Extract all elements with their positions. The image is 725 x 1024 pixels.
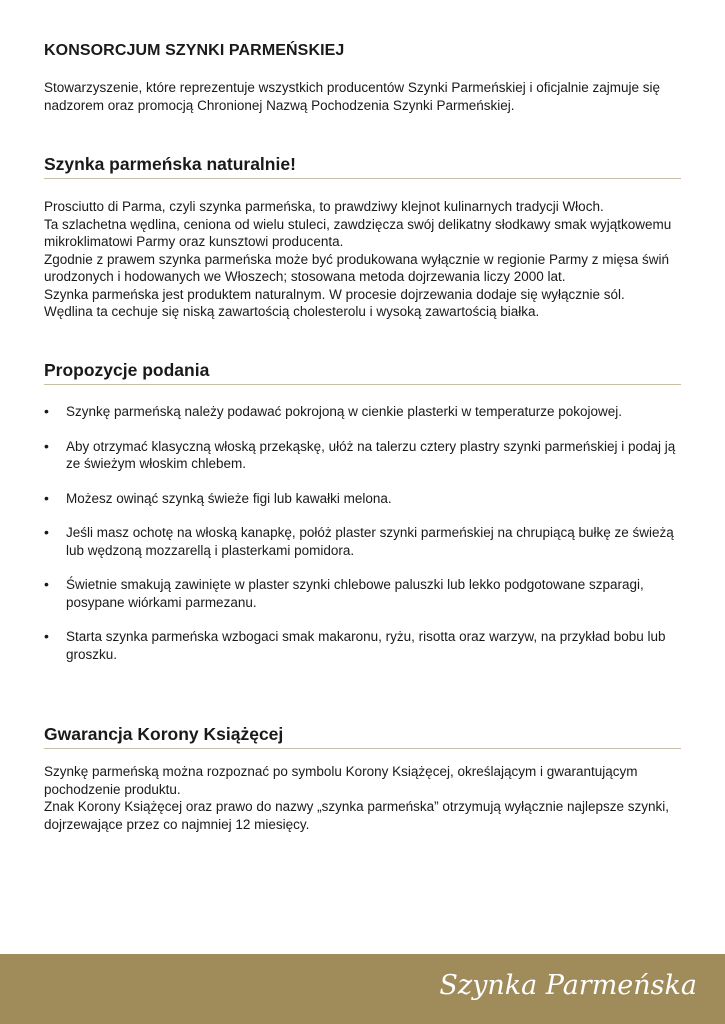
list-item: [44, 403, 681, 421]
list-item-text: Świetnie smakują zawinięte w plaster szynki chlebowe paluszki lub lekko podgotowane szparagi, posypane wiórkami parmezanu.: [66, 577, 644, 610]
section-heading-serving: Propozycje podania: [44, 360, 681, 385]
list-item: [44, 490, 681, 508]
list-item-text: Możesz owinąć szynką świeże figi lub kawałki melona.: [66, 490, 392, 506]
paragraph: Zgodnie z prawem szynka parmeńska może być produkowana wyłącznie w regionie Parmy z mięsa świń urodzonych i hodowanych we Włoszech; stosowana metoda dojrzewania liczy 2000 lat.: [44, 251, 670, 284]
bullet-icon: •: [44, 437, 49, 454]
list-item: [44, 438, 681, 473]
bullet-icon: •: [44, 403, 49, 419]
footer-band: [0, 954, 725, 1024]
paragraph: Ta szlachetna wędlina, ceniona od wielu stuleci, zawdzięcza swój delikatny słodkawy smak wyjątkowemu mikroklimatowi Parmy oraz kunsztowi producenta.: [44, 216, 672, 249]
bullet-icon: •: [44, 576, 49, 592]
section-heading-natural: Szynka parmeńska naturalnie!: [44, 154, 681, 179]
section-body-crown: [44, 763, 684, 833]
list-item: [44, 524, 681, 559]
list-item-text: Jeśli masz ochotę na włoską kanapkę, połóż plaster szynki parmeńskiej na chrupiącą bułkę ze świeżą lub wędzoną mozzarellą i plasterkami pomidora.: [66, 525, 674, 558]
list-item-text: Starta szynka parmeńska wzbogaci smak makaronu, ryżu, risotta oraz warzyw, na przykład bobu lub groszku.: [66, 629, 666, 662]
paragraph: Prosciutto di Parma, czyli szynka parmeńska, to prawdziwy klejnot kulinarnych tradycji Włoch.: [44, 199, 604, 214]
paragraph: Szynkę parmeńską można rozpoznać po symbolu Korony Książęcej, określającym i gwarantującym pochodzenie produktu.: [44, 764, 638, 797]
organization-description: Stowarzyszenie, które reprezentuje wszystkich producentów Szynki Parmeńskiej i oficjalnie zajmuje się nadzorem oraz promocją Chronionej Nazwą Pochodzenia Szynki Parmeńskiej.: [44, 80, 661, 113]
footer-brand-wordmark: Szynka Parmeńska: [439, 970, 697, 1001]
bullet-icon: •: [44, 489, 49, 506]
bullet-icon: •: [44, 524, 49, 540]
section-body-natural: [44, 198, 684, 321]
serving-suggestions-list: [44, 403, 681, 680]
list-item-text: Aby otrzymać klasyczną włoską przekąskę, ułóż na talerzu cztery plastry szynki parmeńskiej i podaj ją ze świeżym włoskim chlebem.: [66, 438, 676, 471]
paragraph: Znak Korony Książęcej oraz prawo do nazwy „szynka parmeńska” otrzymują wyłącznie najlepsze szynki, dojrzewające przez co najmniej 12 miesięcy.: [44, 799, 670, 832]
bullet-icon: •: [44, 628, 49, 644]
section-heading-crown: Gwarancja Korony Książęcej: [44, 724, 681, 749]
list-item: [44, 628, 681, 663]
list-item: [44, 576, 681, 611]
organization-title: KONSORCJUM SZYNKI PARMEŃSKIEJ: [44, 42, 345, 59]
paragraph: Szynka parmeńska jest produktem naturalnym. W procesie dojrzewania dodaje się wyłącznie sól.: [44, 286, 625, 302]
list-item-text: Szynkę parmeńską należy podawać pokrojoną w cienkie plasterki w temperaturze pokojowej.: [66, 404, 623, 419]
paragraph: Wędlina ta cechuje się niską zawartością cholesterolu i wysoką zawartością białka.: [44, 304, 540, 319]
